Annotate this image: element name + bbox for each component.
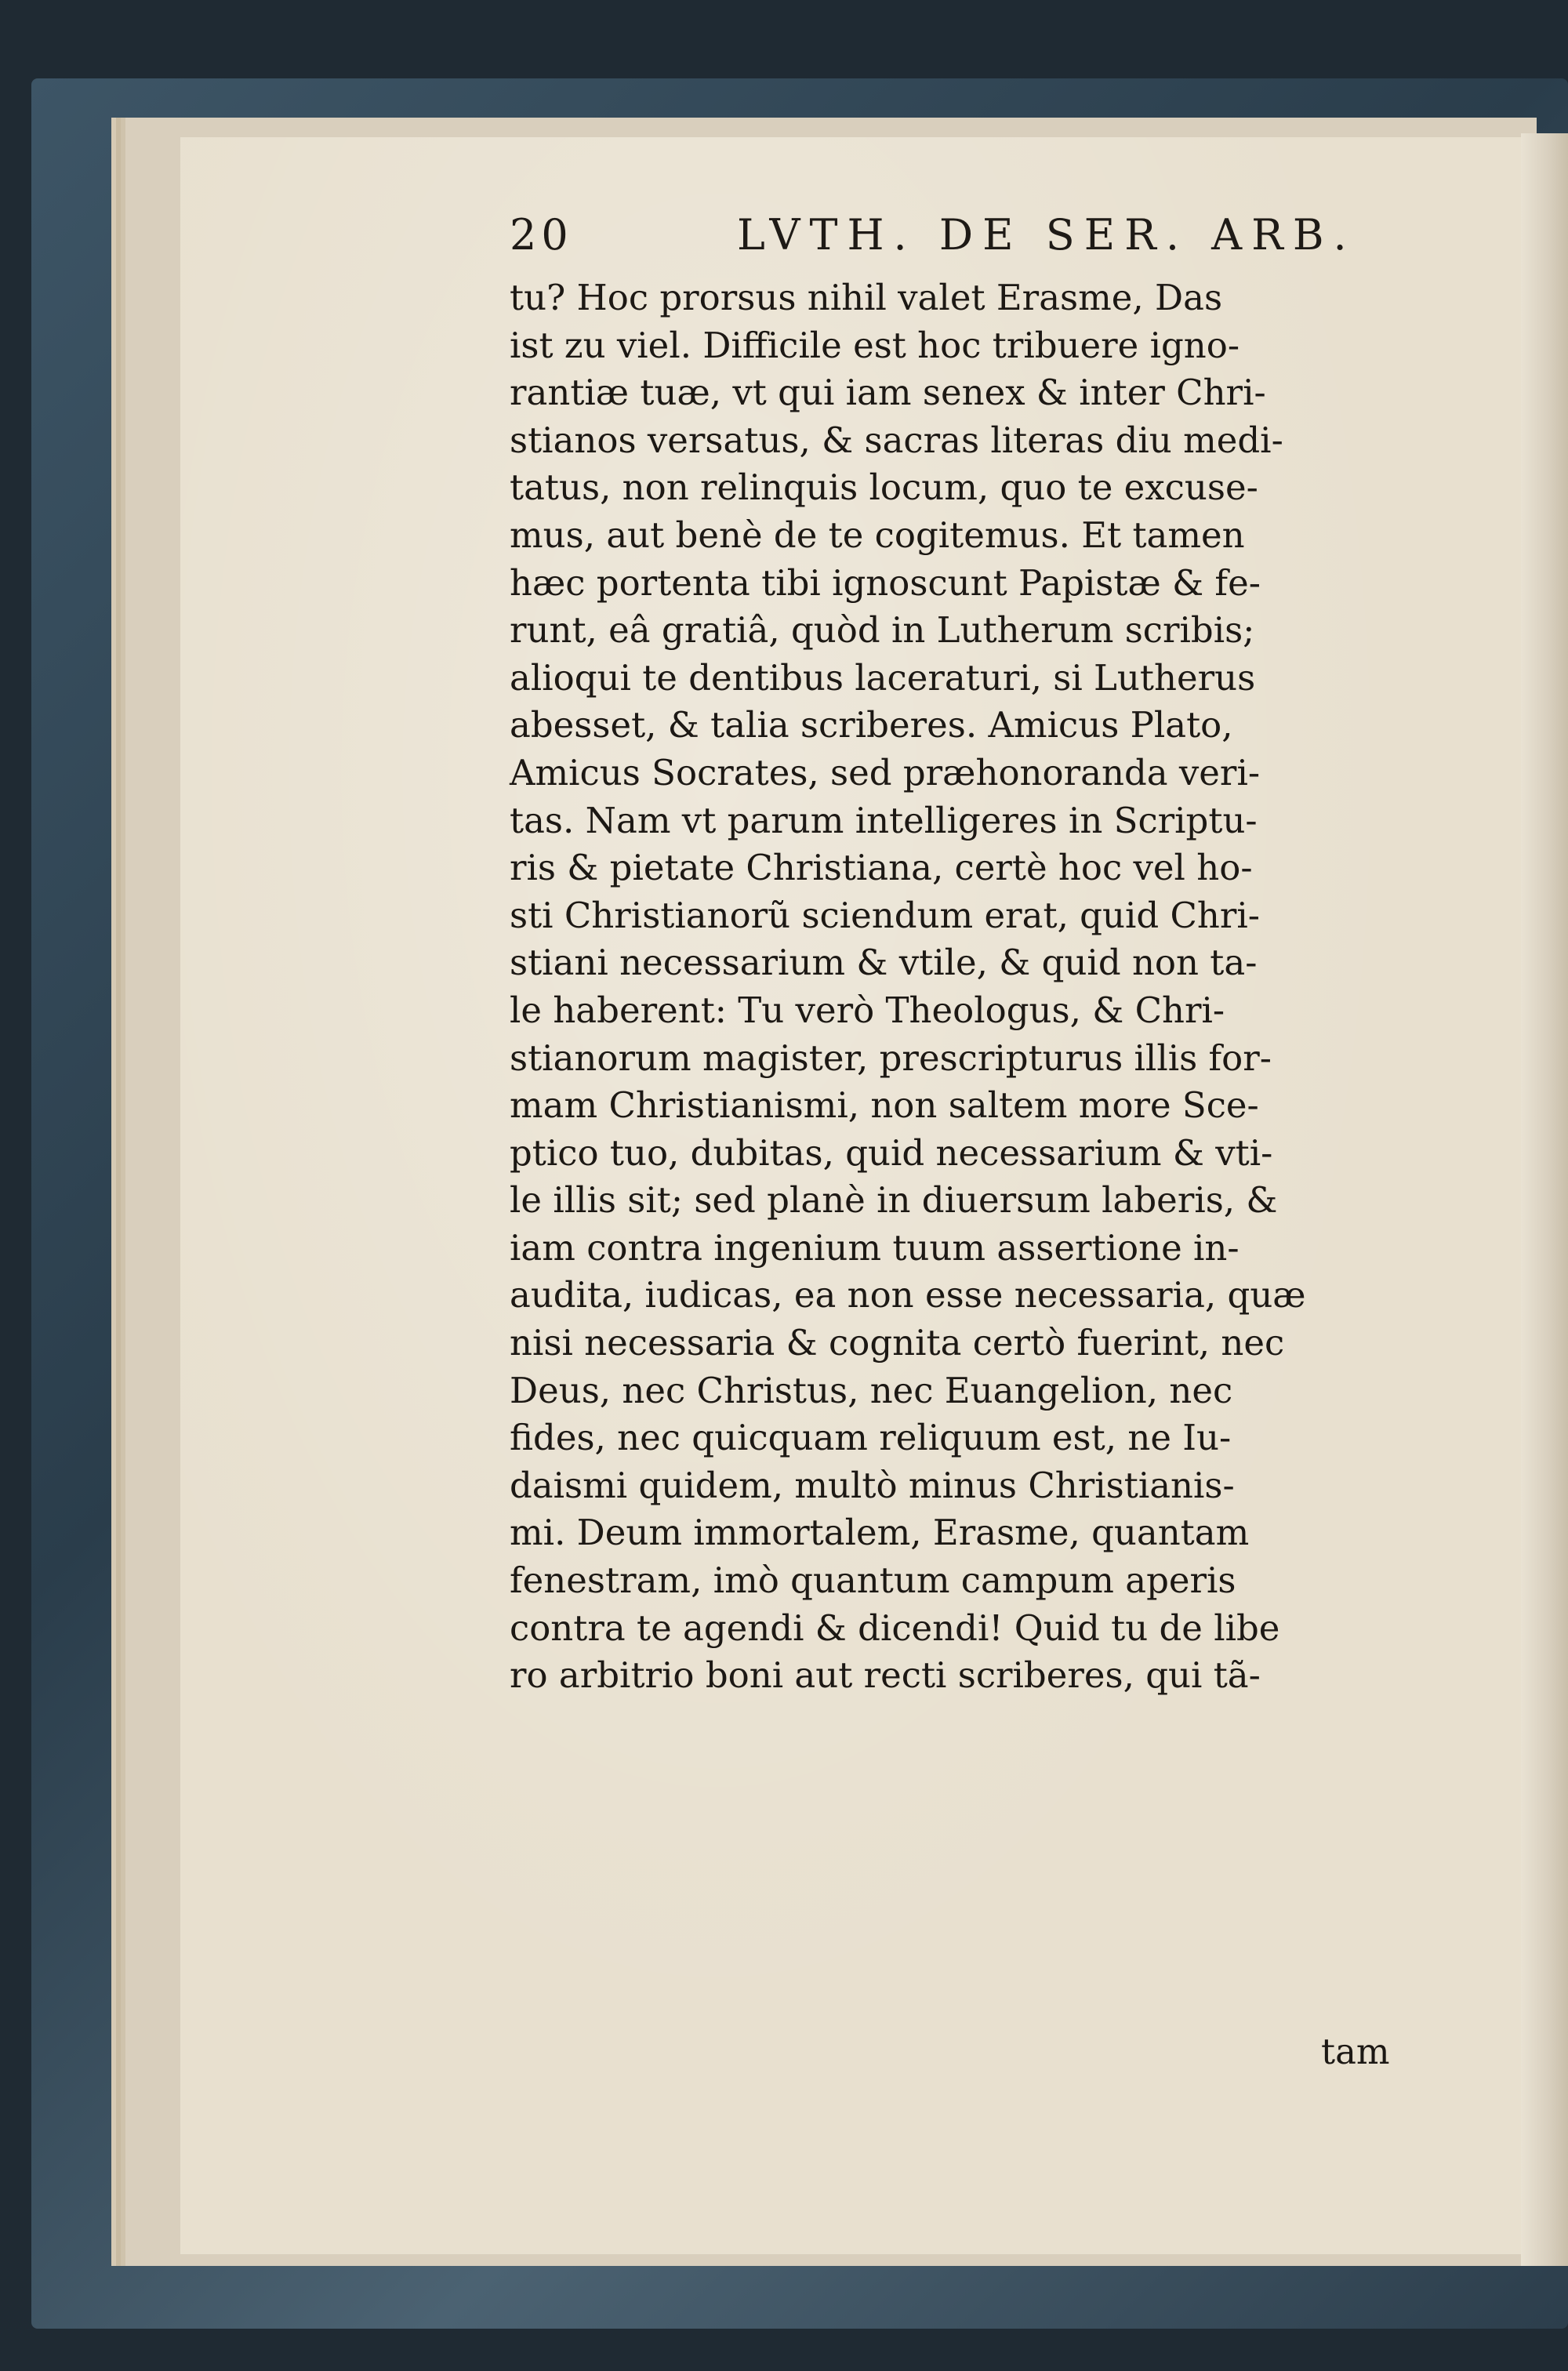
text-line: ptico tuo, dubitas, quid necessarium & vti- — [510, 1131, 1273, 1174]
text-line: abesset, & talia scriberes. Amicus Plato, — [510, 704, 1233, 746]
text-line: ist zu viel. Difficile est hoc tribuere igno- — [510, 324, 1240, 366]
text-line: fenestram, imò quantum campum aperis — [510, 1559, 1236, 1602]
text-line: Deus, nec Christus, nec Euangelion, nec — [510, 1369, 1233, 1411]
text-line: contra te agendi & dicendi! Quid tu de libe — [510, 1607, 1280, 1649]
catchword: tam — [1321, 2031, 1390, 2072]
text-line: Amicus Socrates, sed præhonoranda veri- — [510, 751, 1261, 793]
text-line: mam Christianismi, non saltem more Sce- — [510, 1084, 1259, 1127]
body-text — [510, 274, 1419, 1700]
text-line: nisi necessaria & cognita certò fuerint, nec — [510, 1322, 1285, 1364]
text-line: ris & pietate Christiana, certè hoc vel ho- — [510, 847, 1253, 889]
text-line: ro arbitrio boni aut recti scriberes, qui tã- — [510, 1654, 1261, 1697]
text-line: sti Christianorũ sciendum erat, quid Chri- — [510, 894, 1260, 936]
text-line: stianos versatus, & sacras literas diu medi- — [510, 419, 1283, 461]
text-line: tu? Hoc prorsus nihil valet Erasme, Das — [510, 277, 1223, 318]
facing-page-edge — [1521, 133, 1568, 2266]
running-title: LVTH. DE SER. ARB. — [737, 210, 1356, 260]
page-number: 20 — [510, 210, 573, 260]
text-line: le illis sit; sed planè in diuersum laberis, & — [510, 1179, 1278, 1222]
text-line: rantiæ tuæ, vt qui iam senex & inter Chri- — [510, 372, 1266, 414]
text-line: stianorum magister, prescripturus illis for- — [510, 1037, 1272, 1079]
text-line: mi. Deum immortalem, Erasme, quantam — [510, 1512, 1250, 1554]
page-header — [510, 210, 1450, 273]
text-line: le haberent: Tu verò Theologus, & Chri- — [510, 989, 1225, 1031]
text-line: runt, eâ gratiâ, quòd in Lutherum scribis; — [510, 609, 1255, 652]
text-line: daismi quidem, multò minus Christianis- — [510, 1464, 1235, 1506]
text-line: tatus, non relinquis locum, quo te excuse- — [510, 467, 1258, 509]
text-line: fides, nec quicquam reliquum est, ne Iu- — [510, 1417, 1232, 1459]
text-line: stiani necessarium & vtile, & quid non ta- — [510, 942, 1258, 984]
text-line: tas. Nam vt parum intelligeres in Scriptu- — [510, 799, 1258, 841]
text-line: hæc portenta tibi ignoscunt Papistæ & fe- — [510, 561, 1261, 604]
text-line: mus, aut benè de te cogitemus. Et tamen — [510, 514, 1245, 556]
text-line: alioqui te dentibus laceraturi, si Lutherus — [510, 656, 1256, 699]
text-line: audita, iudicas, ea non esse necessaria, quæ — [510, 1274, 1306, 1316]
text-line: iam contra ingenium tuum assertione in- — [510, 1226, 1240, 1269]
